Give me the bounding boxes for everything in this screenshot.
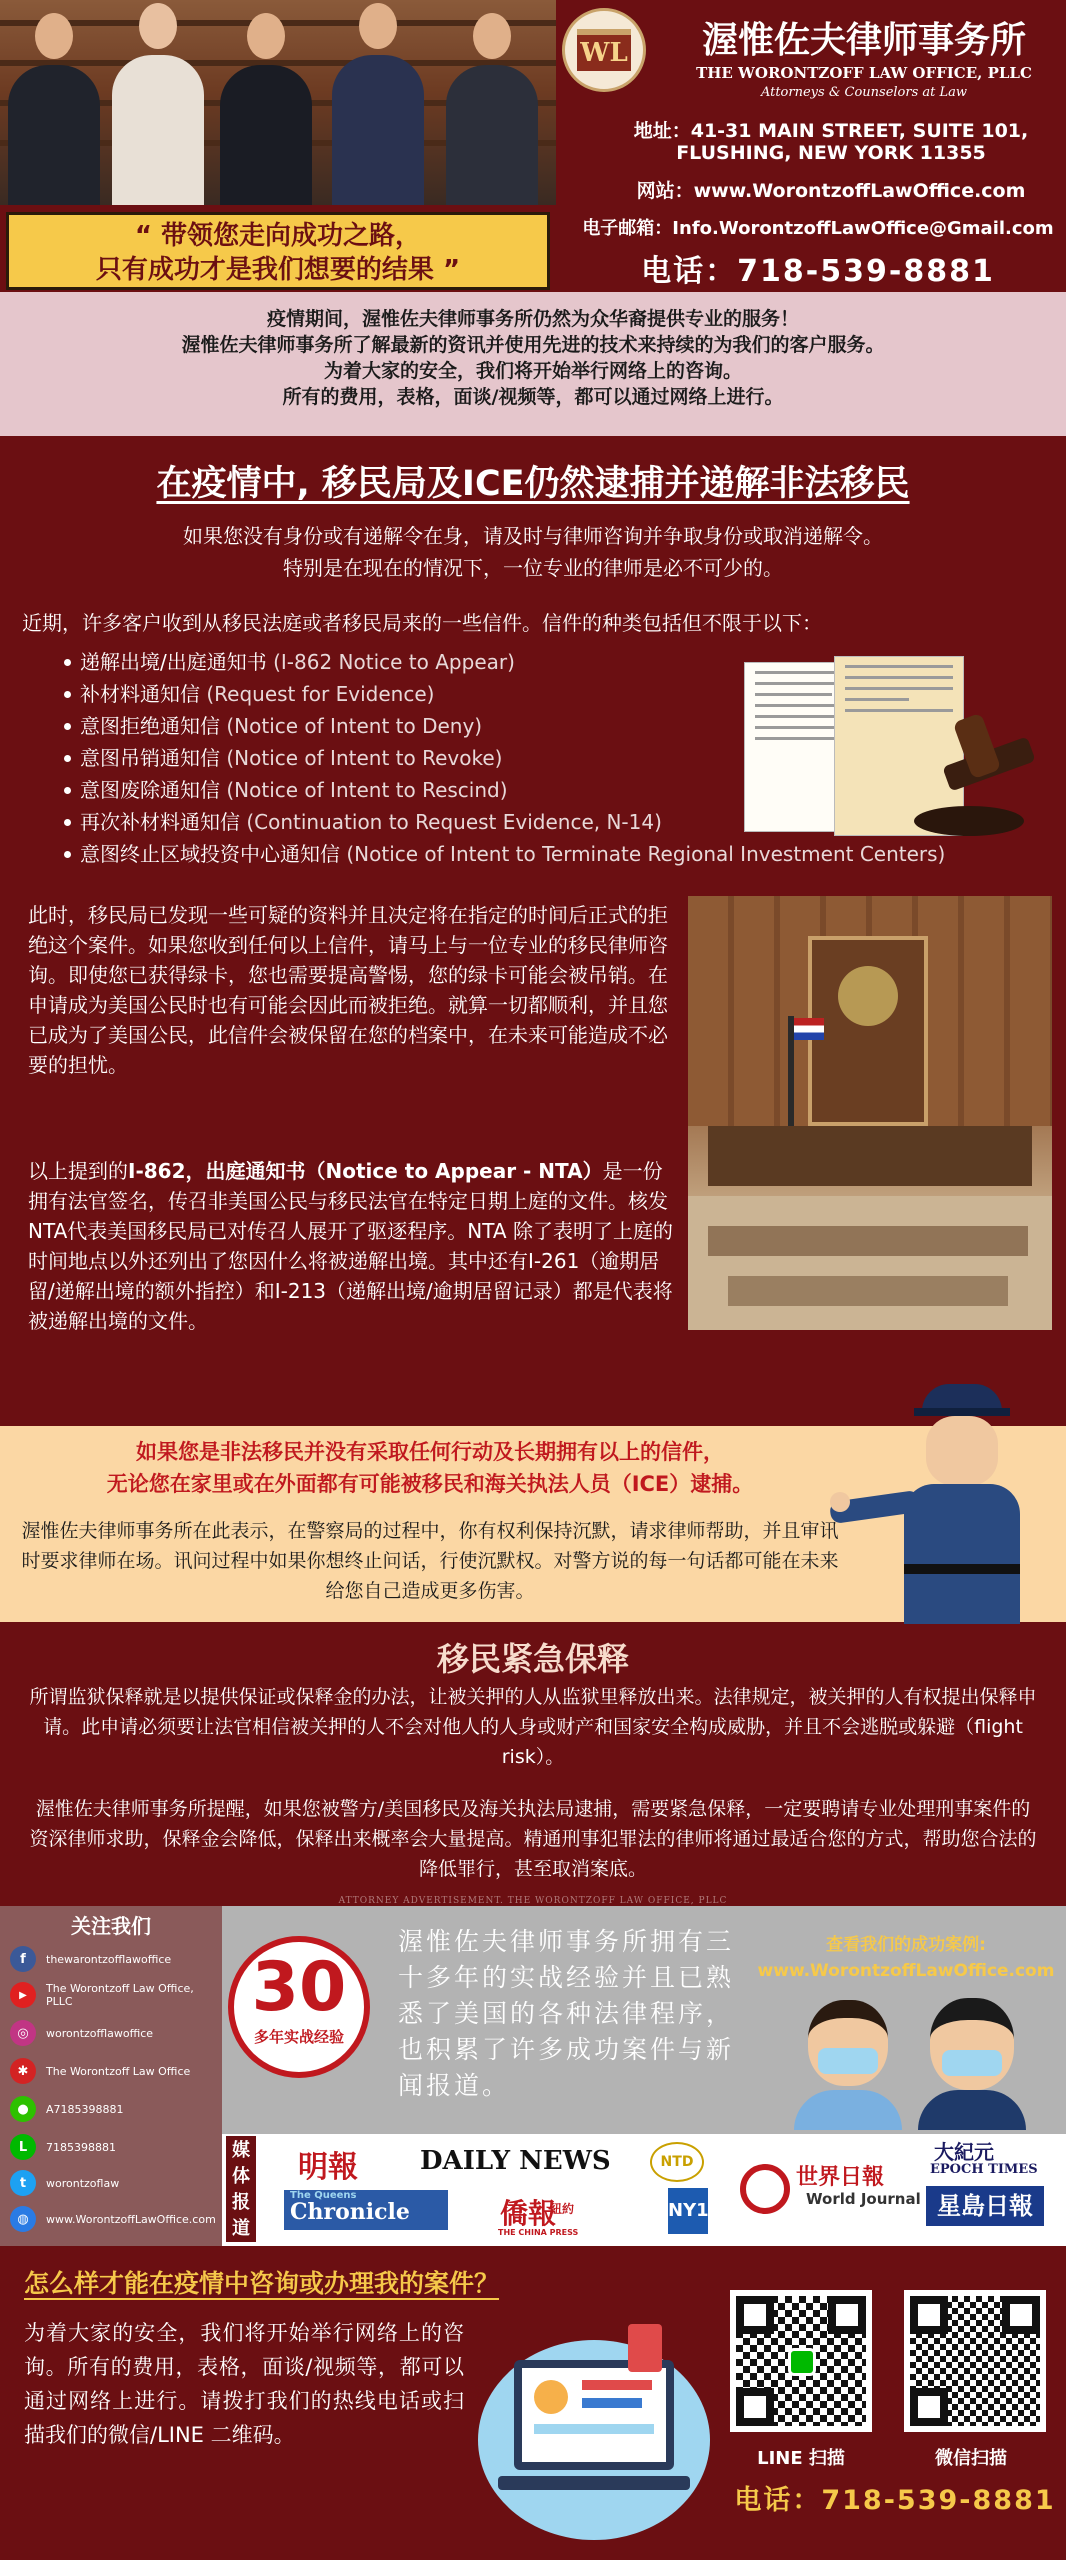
badge-number: 30: [251, 1948, 347, 2027]
logo-text: WL: [577, 29, 631, 71]
instagram-icon: ◎: [10, 2020, 36, 2046]
daily-news-logo: DAILY NEWS: [420, 2146, 611, 2176]
online-consult-illustration: [478, 2300, 710, 2540]
pandemic-notice: [0, 292, 1066, 436]
courtroom-image: [688, 896, 1052, 1330]
ny1-logo: NY1: [668, 2188, 708, 2234]
firm-tagline: Attorneys & Counselors at Law: [760, 85, 968, 100]
epoch-times-cn: 大紀元: [934, 2140, 994, 2164]
social-youtube[interactable]: ▶ The Worontzoff Law Office, PLLC: [10, 1978, 220, 2012]
social-wechat[interactable]: ● A7185398881: [10, 2092, 220, 2126]
facebook-icon: f: [10, 1946, 36, 1972]
twitter-icon: t: [10, 2170, 36, 2196]
list-item: 补材料通知信 (Request for Evidence): [80, 678, 1040, 710]
media-label: 媒体报道: [226, 2136, 256, 2242]
notice-line-4: 所有的费用，表格，面谈/视频等，都可以通过网络上进行。: [282, 386, 784, 408]
documents-gavel-image: [744, 656, 1044, 846]
social-instagram[interactable]: ◎ worontzofflawoffice: [10, 2016, 220, 2050]
social-website[interactable]: ◍ www.WorontzoffLawOffice.com: [10, 2202, 220, 2236]
social-twitter[interactable]: t worontzoflaw: [10, 2166, 220, 2200]
consult-title: 怎么样才能在疫情中咨询或办理我的案件？: [24, 2269, 500, 2298]
list-item: 意图废除通知信 (Notice of Intent to Rescind): [80, 774, 1040, 806]
list-item: 递解出境/出庭通知书 (I-862 Notice to Appear): [80, 646, 1040, 678]
consult-body: 为着大家的安全，我们将开始举行网络上的咨询。所有的费用，表格，面谈/视频等，都可以通过网络上进行。请拨打我们的热线电话或扫描我们的微信/LINE 二维码。: [24, 2321, 464, 2447]
world-journal-en: World Journal: [806, 2190, 921, 2208]
list-item: 意图拒绝通知信 (Notice of Intent to Deny): [80, 710, 1040, 742]
firm-address: 地址：41-31 MAIN STREET, SUITE 101, FLUSHING, NEW YORK 11355: [633, 120, 1029, 164]
firm-logo: [562, 8, 646, 92]
sing-tao-logo: 星島日報: [926, 2186, 1044, 2226]
cases-title: 查看我们的成功案例:: [826, 1935, 986, 1955]
alert-body: 渥惟佐夫律师事务所在此表示，在警察局的过程中，你有权利保持沉默，请求律师帮助，并且审讯时要求律师在场。讯问过程中如果你想终止问话，行使沉默权。对警方说的每一句话都可能在未来给您自己造成更多伤害。: [21, 1520, 839, 1602]
firm-name-cn: 渥惟佐夫律师事务所: [701, 20, 1026, 61]
line-icon: L: [10, 2134, 36, 2160]
notice-line-1: 疫情期间，渥惟佐夫律师事务所仍然为众华裔提供专业的服务！: [266, 308, 799, 330]
slogan-line-1: “ 带领您走向成功之路，: [134, 221, 422, 251]
ntd-logo: NTD: [650, 2142, 704, 2182]
slogan-line-2: 只有成功才是我们想要的结果 ”: [95, 255, 461, 285]
youtube-icon: ▶: [10, 1982, 36, 2008]
section-title: 在疫情中, 移民局及ICE仍然逮捕并递解非法移民: [156, 464, 910, 504]
firm-website[interactable]: 网站：www.WorontzoffLawOffice.com: [636, 180, 1026, 202]
alert-title-line-2: 无论您在家里或在外面都有可能被移民和海关执法人员（ICE）逮捕。: [106, 1472, 754, 1496]
china-press-ny: 紐約: [550, 2202, 575, 2216]
nta-highlight: I-862，出庭通知书（Notice to Appear - NTA）: [128, 1159, 603, 1183]
attorney-advertisement-disclaimer: ATTORNEY ADVERTISEMENT. THE WORONTZOFF LAW OFFICE, PLLC: [338, 1896, 728, 1906]
queens-chronicle-logo: The Queens Chronicle: [284, 2190, 448, 2230]
notice-line-3: 为着大家的安全，我们将开始举行网络上的咨询。: [323, 360, 742, 382]
slogan-box: [6, 212, 550, 290]
bail-paragraph-1: 所谓监狱保释就是以提供保证或保释金的办法，让被关押的人从监狱里释放出来。法律规定，被关押的人有权提出保释申请。此申请必须要让法官相信被关押的人不会对他人的人身或财产和国家安全构成威胁，并且不会逃脱或躲避（flight risk）。: [29, 1686, 1037, 1768]
lead-line-2: 特别是在现在的情况下，一位专业的律师是必不可少的。: [283, 556, 783, 580]
wechat-scan-label: 微信扫描: [935, 2448, 1007, 2469]
epoch-times-en: EPOCH TIMES: [930, 2162, 1038, 2177]
firm-phone[interactable]: 电话：718-539-8881: [641, 254, 995, 289]
alert-title: [20, 1436, 840, 1500]
globe-icon: ◍: [10, 2206, 36, 2232]
police-officer-illustration: [830, 1384, 1066, 1624]
lead-text: [20, 520, 1046, 584]
alert-title-line-1: 如果您是非法移民并没有采取任何行动及长期拥有以上的信件，: [136, 1440, 724, 1464]
masked-people-illustration: [790, 1990, 1038, 2130]
social-line[interactable]: L 7185398881: [10, 2130, 220, 2164]
experience-badge: [228, 1936, 370, 2078]
line-qr-code[interactable]: [730, 2290, 872, 2432]
wechat-icon: ●: [10, 2096, 36, 2122]
line-scan-label: LINE 扫描: [757, 2448, 845, 2469]
hotline-phone[interactable]: 电话：718-539-8881: [734, 2485, 1056, 2516]
world-journal-cn: 世界日報: [796, 2165, 885, 2190]
intro-text: 近期，许多客户收到从移民法庭或者移民局来的一些信件。信件的种类包括但不限于以下：: [22, 611, 822, 635]
world-journal-emblem: [740, 2164, 790, 2214]
follow-us-title: 关注我们: [71, 1914, 151, 1938]
notice-line-2: 渥惟佐夫律师事务所了解最新的资讯并使用先进的技术来持续的为我们的客户服务。: [181, 334, 885, 356]
success-cases[interactable]: [746, 1932, 1066, 1984]
cases-link[interactable]: www.WorontzoffLawOffice.com: [757, 1961, 1055, 1981]
china-press-en: THE CHINA PRESS: [498, 2228, 579, 2237]
yelp-icon: ✱: [10, 2058, 36, 2084]
china-press-logo: 僑報: [500, 2197, 557, 2230]
badge-text: 多年实战经验: [253, 2028, 344, 2046]
paragraph-2: 以上提到的I-862，出庭通知书（Notice to Appear - NTA）是一份拥有法官签名，传召非美国公民与移民法官在特定日期上庭的文件。核发NTA代表美国移民局已对传召人展开了驱逐程序。NTA 除了表明了上庭的时间地点以外还列出了您因什么将被递解出境。其中还有I-261（逾期居留/递解出境的额外指控）和I-213（递解出境/逾期居留记录）都是代表将被递解出境的文件。: [28, 1159, 673, 1333]
bail-title: 移民紧急保释: [436, 1640, 629, 1678]
firm-name-en: THE WORONTZOFF LAW OFFICE, PLLC: [696, 64, 1032, 82]
list-item: 意图吊销通知信 (Notice of Intent to Revoke): [80, 742, 1040, 774]
mingpao-logo: 明報: [298, 2150, 358, 2185]
attorneys-photo: [0, 0, 556, 205]
firm-email[interactable]: 电子邮箱：Info.WorontzoffLawOffice@Gmail.com: [582, 218, 1054, 239]
experience-text: 渥惟佐夫律师事务所拥有三十多年的实战经验并且已熟悉了美国的各种法律程序，也积累了许多成功案件与新闻报道。: [398, 1927, 735, 2100]
wechat-qr-code[interactable]: [904, 2290, 1046, 2432]
list-item: 再次补材料通知信 (Continuation to Request Evidence, N-14): [80, 806, 1040, 838]
list-item: 意图终止区域投资中心通知信 (Notice of Intent to Terminate Regional Investment Centers): [80, 838, 1040, 870]
social-facebook[interactable]: f thewarontzofflawoffice: [10, 1942, 220, 1976]
bail-paragraph-2: 渥惟佐夫律师事务所提醒，如果您被警方/美国移民及海关执法局逮捕，需要紧急保释，一定要聘请专业处理刑事案件的资深律师求助，保释金会降低，保释出来概率会大量提高。精通刑事犯罪法的律师将通过最适合您的方式，帮助您合法的降低罪行，甚至取消案底。: [29, 1798, 1037, 1880]
paragraph-1: 此时，移民局已发现一些可疑的资料并且决定将在指定的时间后正式的拒绝这个案件。如果您收到任何以上信件，请马上与一位专业的移民律师咨询。即使您已获得绿卡，您也需要提高警惕，您的绿卡可能会被吊销。在申请成为美国公民时也有可能会因此而被拒绝。就算一切都顺利，并且您已成为了美国公民，此信件会被保留在您的档案中，在未来可能造成不必要的担忧。: [28, 903, 668, 1077]
social-yelp[interactable]: ✱ The Worontzoff Law Office: [10, 2054, 220, 2088]
lead-line-1: 如果您没有身份或有递解令在身，请及时与律师咨询并争取身份或取消递解令。: [183, 524, 883, 548]
